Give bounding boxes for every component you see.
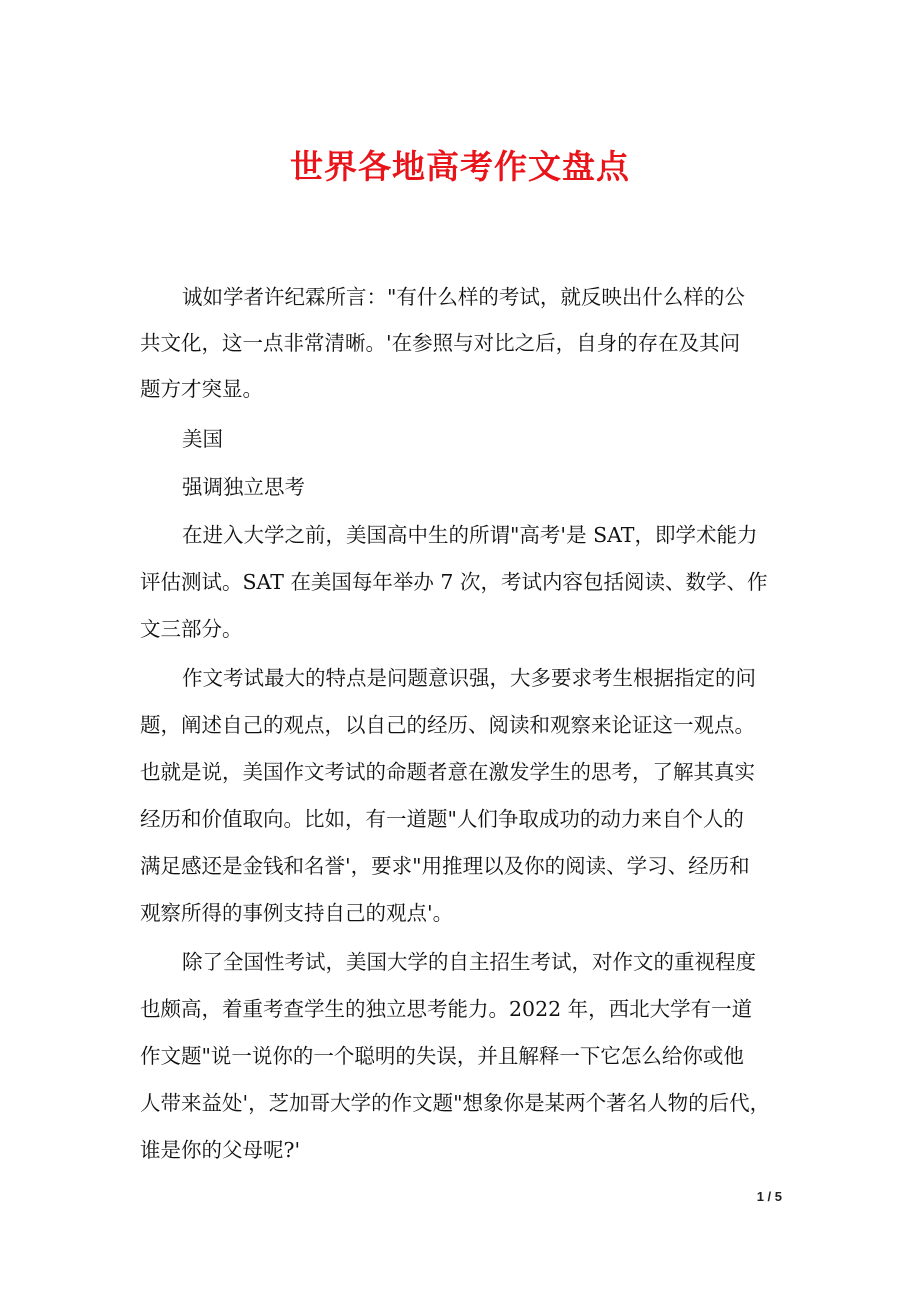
paragraph-2-line-3: 文三部分。	[140, 617, 243, 641]
page-number: 1 / 5	[756, 1189, 782, 1204]
paragraph-3-line-4: 经历和价值取向。比如，有一道题"人们争取成功的动力来自个人的	[140, 807, 744, 831]
paragraph-4-line-4: 人带来益处'，芝加哥大学的作文题"想象你是某两个著名人物的后代，	[140, 1091, 771, 1115]
paragraph-4-line-5: 谁是你的父母呢?'	[140, 1138, 301, 1162]
paragraph-4-line-3: 作文题"说一说你的一个聪明的失误，并且解释一下它怎么给你或他	[140, 1044, 744, 1068]
paragraph-3-line-5: 满足感还是金钱和名誉'，要求"用推理以及你的阅读、学习、经历和	[140, 854, 750, 878]
section-subheading: 强调独立思考	[182, 475, 305, 499]
paragraph-1-line-3: 题方才突显。	[140, 377, 263, 401]
paragraph-3-line-6: 观察所得的事例支持自己的观点'。	[140, 901, 454, 925]
paragraph-1-line-1: 诚如学者许纪霖所言："有什么样的考试，就反映出什么样的公	[182, 285, 745, 309]
paragraph-4-line-2: 也颇高，着重考查学生的独立思考能力。2022 年，西北大学有一道	[140, 997, 753, 1021]
paragraph-2-line-2: 评估测试。SAT 在美国每年举办 7 次，考试内容包括阅读、数学、作	[140, 570, 768, 594]
section-heading-country: 美国	[182, 427, 223, 451]
paragraph-3-line-2: 题，阐述自己的观点，以自己的经历、阅读和观察来论证这一观点。	[140, 713, 755, 737]
paragraph-1-line-2: 共文化，这一点非常清晰。'在参照与对比之后，自身的存在及其问	[140, 331, 741, 355]
document-title: 世界各地高考作文盘点	[290, 147, 630, 186]
paragraph-3-line-3: 也就是说，美国作文考试的命题者意在激发学生的思考，了解其真实	[140, 760, 755, 784]
paragraph-4-line-1: 除了全国性考试，美国大学的自主招生考试，对作文的重视程度	[182, 950, 756, 974]
paragraph-2-line-1: 在进入大学之前，美国高中生的所谓"高考'是 SAT，即学术能力	[182, 523, 758, 547]
paragraph-3-line-1: 作文考试最大的特点是问题意识强，大多要求考生根据指定的问	[182, 666, 756, 690]
